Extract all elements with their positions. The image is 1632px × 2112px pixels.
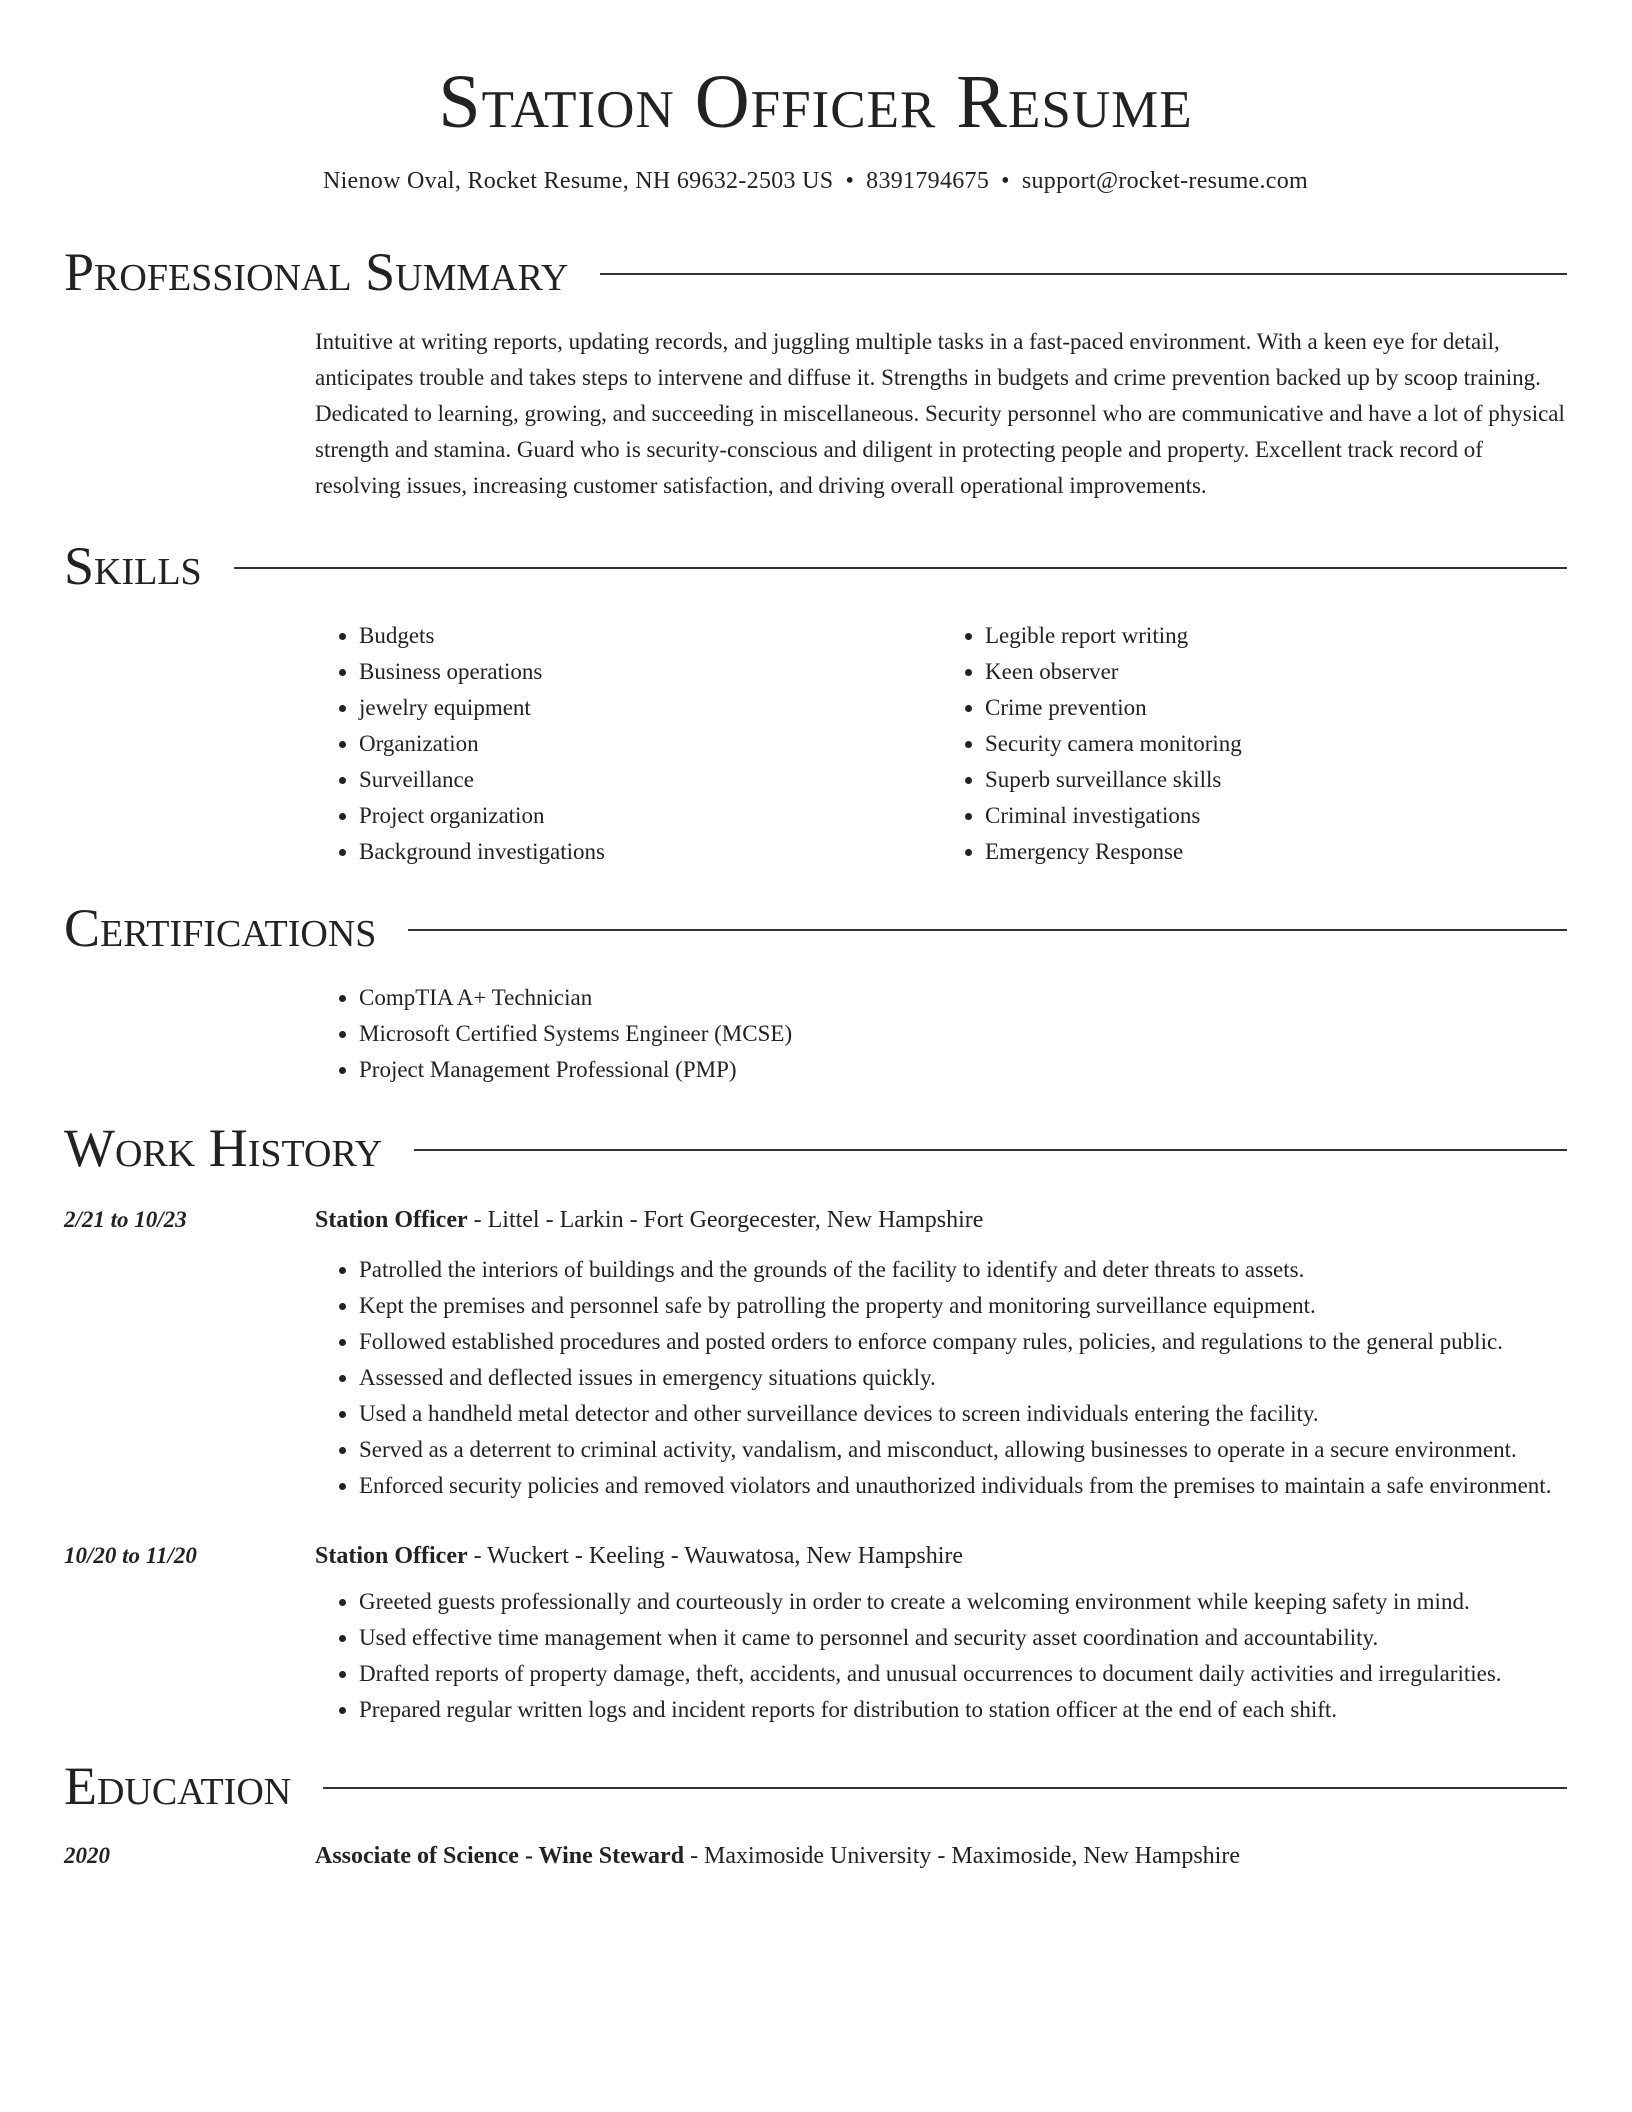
job-title-line <box>315 1202 1567 1238</box>
skill-item: • Superb surveillance skills <box>985 762 1567 798</box>
contact-address: Nienow Oval, Rocket Resume, NH 69632-2503 US <box>322 168 834 194</box>
skill-item: • Keen observer <box>985 654 1567 690</box>
education-line <box>315 1838 1567 1874</box>
skill-item: • Crime prevention <box>985 690 1567 726</box>
summary-heading: Professional Summary <box>64 242 569 302</box>
education-section-header <box>64 1756 1567 1816</box>
education-heading: Education <box>64 1756 292 1816</box>
contact-separator: • <box>1001 168 1010 194</box>
job-entry <box>64 1202 1567 1504</box>
education-year: 2020 <box>64 1843 110 1868</box>
skill-item: • Project organization <box>359 798 941 834</box>
job-employer: - Wuckert - Keeling - Wauwatosa, New Hampshire <box>467 1543 964 1569</box>
education-school: - Maximoside University - Maximoside, New Hampshire <box>684 1843 1240 1869</box>
duty-item: • Served as a deterrent to criminal activity, vandalism, and misconduct, allowing businesses to operate in a secure environment. <box>359 1432 1567 1468</box>
skills-list-left <box>315 618 941 870</box>
job-body <box>315 1202 1567 1504</box>
skills-section-header <box>64 536 1567 596</box>
job-role: Station Officer <box>315 1207 468 1233</box>
contact-separator: • <box>845 168 855 194</box>
resume-page <box>64 0 1567 1874</box>
duty-item: • Drafted reports of property damage, theft, accidents, and unusual occurrences to document daily activities and irregularities. <box>359 1656 1567 1692</box>
skill-item: • Organization <box>359 726 941 762</box>
summary-text: Intuitive at writing reports, updating records, and juggling multiple tasks in a fast-paced environment. With a keen eye for detail, anticipates trouble and takes steps to intervene and diffuse it. Strengths in budgets and crime prevention backed up by scoop training. Dedicated to learning, growing, and succeeding in miscellaneous. Security personnel who are communicative and have a lot of physical strength and stamina. Guard who is security-conscious and diligent in protecting people and property. Excellent track record of resolving issues, increasing customer satisfaction, and driving overall operational improvements. <box>315 329 1565 498</box>
certification-item: • Project Management Professional (PMP) <box>359 1052 1567 1088</box>
job-title-line <box>315 1538 1567 1574</box>
skill-item: • Business operations <box>359 654 941 690</box>
section-divider <box>414 1149 1567 1151</box>
contact-phone: 8391794675 <box>866 168 990 194</box>
skill-item: • Background investigations <box>359 834 941 870</box>
certifications-heading: Certifications <box>64 898 377 958</box>
certifications-section-header <box>64 898 1567 958</box>
duty-item: • Enforced security policies and removed violators and unauthorized individuals from the premises to maintain a safe environment. <box>359 1468 1567 1504</box>
skill-item: • Surveillance <box>359 762 941 798</box>
skill-item: • Criminal investigations <box>985 798 1567 834</box>
skill-item: • jewelry equipment <box>359 690 941 726</box>
skill-item: • Budgets <box>359 618 941 654</box>
contact-line <box>64 166 1567 196</box>
duty-item: • Used a handheld metal detector and other surveillance devices to screen individuals entering the facility. <box>359 1396 1567 1432</box>
job-duties <box>315 1584 1567 1728</box>
skills-list-right <box>941 618 1567 870</box>
section-divider <box>234 567 1567 569</box>
certification-item: • CompTIA A+ Technician <box>359 980 1567 1016</box>
education-body <box>315 1838 1567 1874</box>
skill-item: • Emergency Response <box>985 834 1567 870</box>
duty-item: • Patrolled the interiors of buildings and the grounds of the facility to identify and deter threats to assets. <box>359 1252 1567 1288</box>
job-dates: 10/20 to 11/20 <box>64 1543 197 1568</box>
duty-item: • Used effective time management when it came to personnel and security asset coordination and accountability. <box>359 1620 1567 1656</box>
job-entry <box>64 1538 1567 1728</box>
summary-section-header <box>64 242 1567 302</box>
contact-email: support@rocket-resume.com <box>1021 168 1309 194</box>
certifications-list <box>315 980 1567 1088</box>
certifications-block <box>315 980 1567 1088</box>
education-entry <box>64 1838 1567 1874</box>
job-employer: - Littel - Larkin - Fort Georgecester, New Hampshire <box>467 1207 984 1233</box>
work-heading: Work History <box>64 1118 383 1178</box>
duty-item: • Followed established procedures and posted orders to enforce company rules, policies, and regulations to the general public. <box>359 1324 1567 1360</box>
certification-item: • Microsoft Certified Systems Engineer (MCSE) <box>359 1016 1567 1052</box>
resume-title: Station Officer Resume <box>438 60 1193 144</box>
duty-item: • Greeted guests professionally and courteously in order to create a welcoming environment while keeping safety in mind. <box>359 1584 1567 1620</box>
section-divider <box>600 273 1567 275</box>
skill-item: • Legible report writing <box>985 618 1567 654</box>
job-duties <box>315 1252 1567 1504</box>
section-divider <box>323 1787 1567 1789</box>
skills-grid <box>315 618 1567 870</box>
duty-item: • Assessed and deflected issues in emergency situations quickly. <box>359 1360 1567 1396</box>
job-dates: 2/21 to 10/23 <box>64 1207 187 1232</box>
job-body <box>315 1538 1567 1728</box>
skills-heading: Skills <box>64 536 202 596</box>
work-section-header <box>64 1118 1567 1178</box>
duty-item: • Kept the premises and personnel safe by patrolling the property and monitoring surveillance equipment. <box>359 1288 1567 1324</box>
education-degree: Associate of Science - Wine Steward <box>315 1843 685 1869</box>
skill-item: • Security camera monitoring <box>985 726 1567 762</box>
job-role: Station Officer <box>315 1543 468 1569</box>
section-divider <box>408 929 1567 931</box>
duty-item: • Prepared regular written logs and incident reports for distribution to station officer at the end of each shift. <box>359 1692 1567 1728</box>
